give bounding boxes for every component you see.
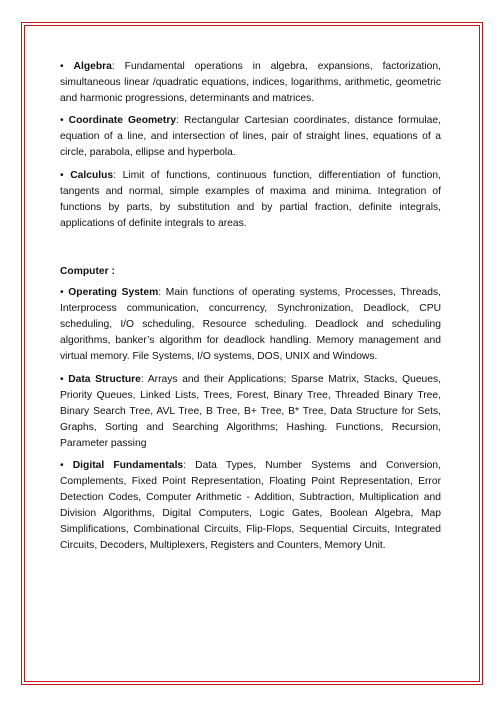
topic-title: Data Structure bbox=[68, 373, 141, 385]
topic-text: : Main functions of operating systems, Processes, Threads, Interprocess communication, concurrency, Synchronization, Deadlock, CPU scheduling, I/O scheduling, Resource scheduling. Deadlock and scheduling algorithms, banker’s algorithm for deadlock handling. Memory management and virtual memory. File Systems, I/O systems, DOS, UNIX and Windows. bbox=[60, 287, 441, 363]
topic-text: : Limit of functions, continuous function, differentiation of function, tangents and normal, simple examples of maxima and minima. Integration of functions by parts, by substitution and by partial fraction, definite integrals, applications of definite integrals to areas. bbox=[60, 169, 441, 229]
bullet: • bbox=[60, 115, 64, 127]
topic-calculus bbox=[60, 168, 441, 232]
topic-title: Algebra bbox=[73, 61, 112, 72]
bullet: • bbox=[60, 169, 64, 181]
bullet: • bbox=[60, 373, 64, 385]
document-content bbox=[60, 59, 441, 561]
topic-title: Digital Fundamentals bbox=[72, 459, 184, 471]
topic-text: : Data Types, Number Systems and Conversion, Complements, Fixed Point Representation, Floating Point Representation, Error Detection Codes, Computer Arithmetic - Addition, Subtraction, Multiplication and Division Algorithms, Digital Computers, Logic Gates, Boolean Algebra, Map Simplifications, Combinational Circuits, Flip-Flops, Sequential Circuits, Integrated Circuits, Decoders, Multiplexers, Registers and Counters, Memory Unit. bbox=[60, 459, 441, 552]
bullet: • bbox=[60, 459, 64, 471]
topic-title: Operating System bbox=[68, 287, 159, 299]
topic-digital-fundamentals bbox=[60, 458, 441, 555]
topic-text: : Arrays and their Applications; Sparse Matrix, Stacks, Queues, Priority Queues, Linked Lists, Trees, Forest, Binary Tree, Threaded Binary Tree, Binary Search Tree, AVL Tree, B Tree, B+ Tree, B* Tree, Data Structure for Sets, Graphs, Sorting and Searching Algorithms; Hashing. Functions, Recursion, Parameter passing bbox=[60, 373, 442, 449]
topic-coordinate-geometry bbox=[60, 113, 441, 161]
topic-operating-system bbox=[60, 285, 441, 365]
topic-title: Calculus bbox=[70, 169, 114, 181]
topic-title: Coordinate Geometry bbox=[68, 115, 177, 127]
topic-algebra bbox=[60, 59, 441, 107]
bullet: • bbox=[60, 61, 64, 72]
section-spacer bbox=[60, 238, 441, 264]
topic-text: : Fundamental operations in algebra, expansions, factorization, simultaneous linear /quadratic equations, indices, logarithms, arithmetic, geometric and harmonic progressions, determinants and matrices. bbox=[60, 61, 441, 105]
topic-data-structure bbox=[60, 372, 441, 452]
bullet: • bbox=[60, 287, 64, 299]
topic-text: : Rectangular Cartesian coordinates, distance formulae, equation of a line, and intersection of lines, pair of straight lines, equations of a circle, parabola, ellipse and hyperbola. bbox=[60, 115, 441, 159]
section-heading-computer: Computer : bbox=[60, 265, 115, 277]
